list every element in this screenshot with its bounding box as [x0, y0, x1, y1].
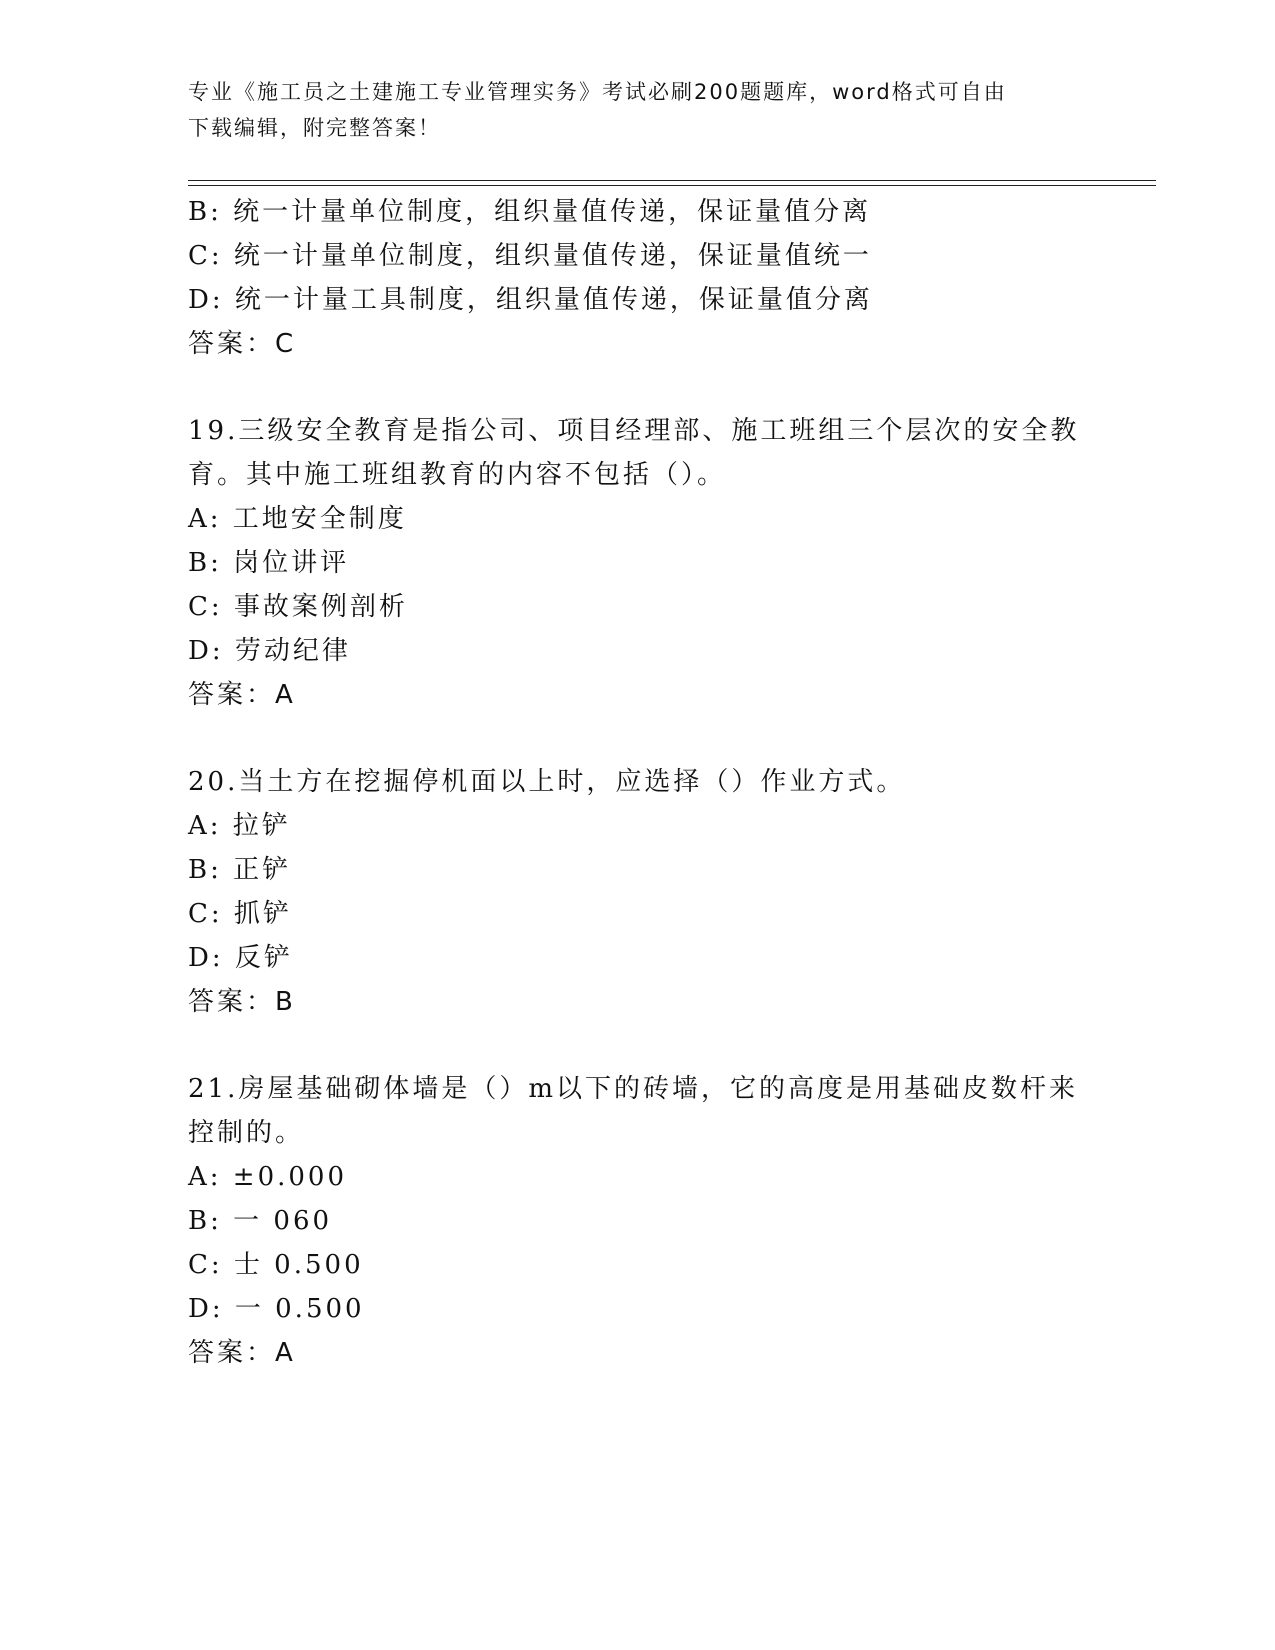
document-header — [188, 74, 1088, 146]
q20-option-b: B: 正铲 — [188, 855, 292, 885]
q20-option-a: A: 拉铲 — [188, 811, 291, 841]
q21-option-c: C: 士 0.500 — [188, 1250, 364, 1280]
q19-option-d: D: 劳动纪律 — [188, 636, 351, 666]
q19-answer: 答案：A — [188, 680, 296, 710]
q19-stem-line-2: 育。其中施工班组教育的内容不包括（）。 — [188, 460, 727, 490]
q21-option-b: B: 一 060 — [188, 1206, 333, 1236]
q18-answer: 答案：C — [188, 329, 297, 359]
q18-option-c: C: 统一计量单位制度，组织量值传递，保证量值统一 — [188, 241, 872, 271]
header-divider-bottom — [188, 185, 1156, 186]
q19-stem-line-1: 19.三级安全教育是指公司、项目经理部、施工班组三个层次的安全教 — [188, 416, 1080, 446]
q20-option-c: C: 抓铲 — [188, 899, 292, 929]
q20-answer: 答案：B — [188, 987, 296, 1017]
q21-option-a: A: ±0.000 — [188, 1162, 348, 1192]
q20-stem-line-1: 20.当土方在挖掘停机面以上时，应选择（）作业方式。 — [188, 767, 906, 797]
header-line-2: 下载编辑，附完整答案！ — [188, 116, 441, 140]
q18-option-b: B: 统一计量单位制度，组织量值传递，保证量值分离 — [188, 197, 872, 227]
q18-option-d: D: 统一计量工具制度，组织量值传递，保证量值分离 — [188, 285, 873, 315]
q20-option-d: D: 反铲 — [188, 943, 293, 973]
q21-option-d: D: 一 0.500 — [188, 1294, 365, 1324]
q19-option-a: A: 工地安全制度 — [188, 504, 407, 534]
header-line-1: 专业《施工员之土建施工专业管理实务》考试必刷200题题库，word格式可自由 — [188, 80, 1007, 104]
q19-option-b: B: 岗位讲评 — [188, 548, 350, 578]
q21-stem-line-2: 控制的。 — [188, 1118, 305, 1148]
q19-option-c: C: 事故案例剖析 — [188, 592, 408, 622]
header-divider-top — [188, 180, 1156, 181]
q21-stem-line-1: 21.房屋基础砌体墙是（）m以下的砖墙，它的高度是用基础皮数杆来 — [188, 1074, 1079, 1104]
q21-answer: 答案：A — [188, 1338, 296, 1368]
